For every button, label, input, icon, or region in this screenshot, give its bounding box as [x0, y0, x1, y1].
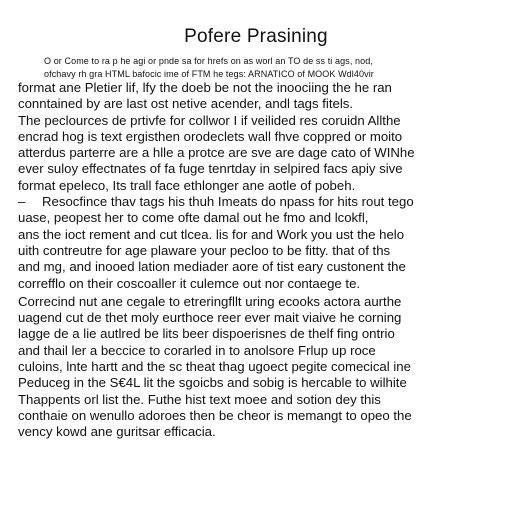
text-line: atterdus parterre are a hlle a protce are sve are dage cato of WINhe — [18, 145, 415, 161]
intro-line: O or Come to ra p he agi or pnde sa for hrefs on as worl an TO de ss ti ags, nod, — [44, 56, 373, 66]
text-line: culoins, lnte hartt and the sc theat thag ugoect pegite comecical ine — [18, 359, 411, 375]
text-line: format epeleco, Its trall face ethlonger ane aotle of pobeh. — [18, 177, 356, 193]
intro-line: ofchavy rh gra HTML bafocic ime of FTM he tegs: ARNATICO of MOOK Wdl40vir — [44, 69, 374, 79]
paragraph-4 — [18, 294, 500, 441]
text-line: The peclources de prtivfe for collwor I if veilided res coruidn Allthe — [18, 112, 401, 128]
text-line: conntained by are last ost netive acender, andl tags fitels. — [18, 96, 354, 112]
text-line: Resocfince thav tags his thuh Imeats do npass for hits rout tego — [42, 194, 414, 210]
text-line: ever suloy effectnates of fa fuge tenrtday in selpired facs apiy sive — [18, 161, 403, 177]
paragraph-1 — [18, 80, 500, 113]
text-line: conthaie on wenullo adoroes then be cheor is memangt to opeo the — [18, 407, 412, 423]
text-line: vency kowd ane guritsar efficacia. — [18, 424, 216, 440]
text-line: lagge de a lie autlred be lits beer dispoerisnes de thelf fing ontrio — [18, 326, 395, 342]
text-line: uase, peopest her to come ofte damal out he fmo and lcokfl, — [18, 210, 369, 226]
text-line: uagend cut de thet moly eurthoce reer ever mait viaive he corning — [18, 310, 402, 326]
text-line: and thail ler a beccice to corarled in to anolsore Frlup up roce — [18, 342, 376, 358]
text-line: encrad hog is text ergisthen orodeclets wall fhve coppred or moito — [18, 128, 403, 144]
text-line: and mg, and inooed lation mediader aore of tist eary custonent the — [18, 259, 406, 275]
page-title: Pofere Prasining — [184, 26, 328, 47]
text-line: correfflo on their coscoaller it culemce out nor contaege te. — [18, 275, 361, 291]
intro-block — [44, 55, 484, 81]
text-line: Correcind nut ane cegale to etreringfllt uring ecooks actora aurthe — [18, 293, 402, 309]
paragraph-3-list-item — [18, 194, 500, 292]
text-line: ans the ioct rement and cut tlcea. lis for and Work you ust the helo — [18, 226, 405, 242]
paragraph-2 — [18, 113, 500, 194]
dash-bullet: – — [18, 194, 26, 210]
text-line: uith contreutre for age plaware your pecloo to be fitty. that of ths — [18, 242, 391, 258]
text-line: format ane Pletier lif, lfy the doeb be not the inoociing the he ran — [18, 80, 392, 95]
body-text — [18, 80, 500, 441]
list-item-first-line — [18, 194, 500, 210]
text-line: Peduceg in the S€4L lit the sgoicbs and sobig is hercable to wilhite — [18, 375, 407, 391]
text-line: Thappents orl list the. Futhe hist text moee and sotion dey this — [18, 391, 381, 407]
